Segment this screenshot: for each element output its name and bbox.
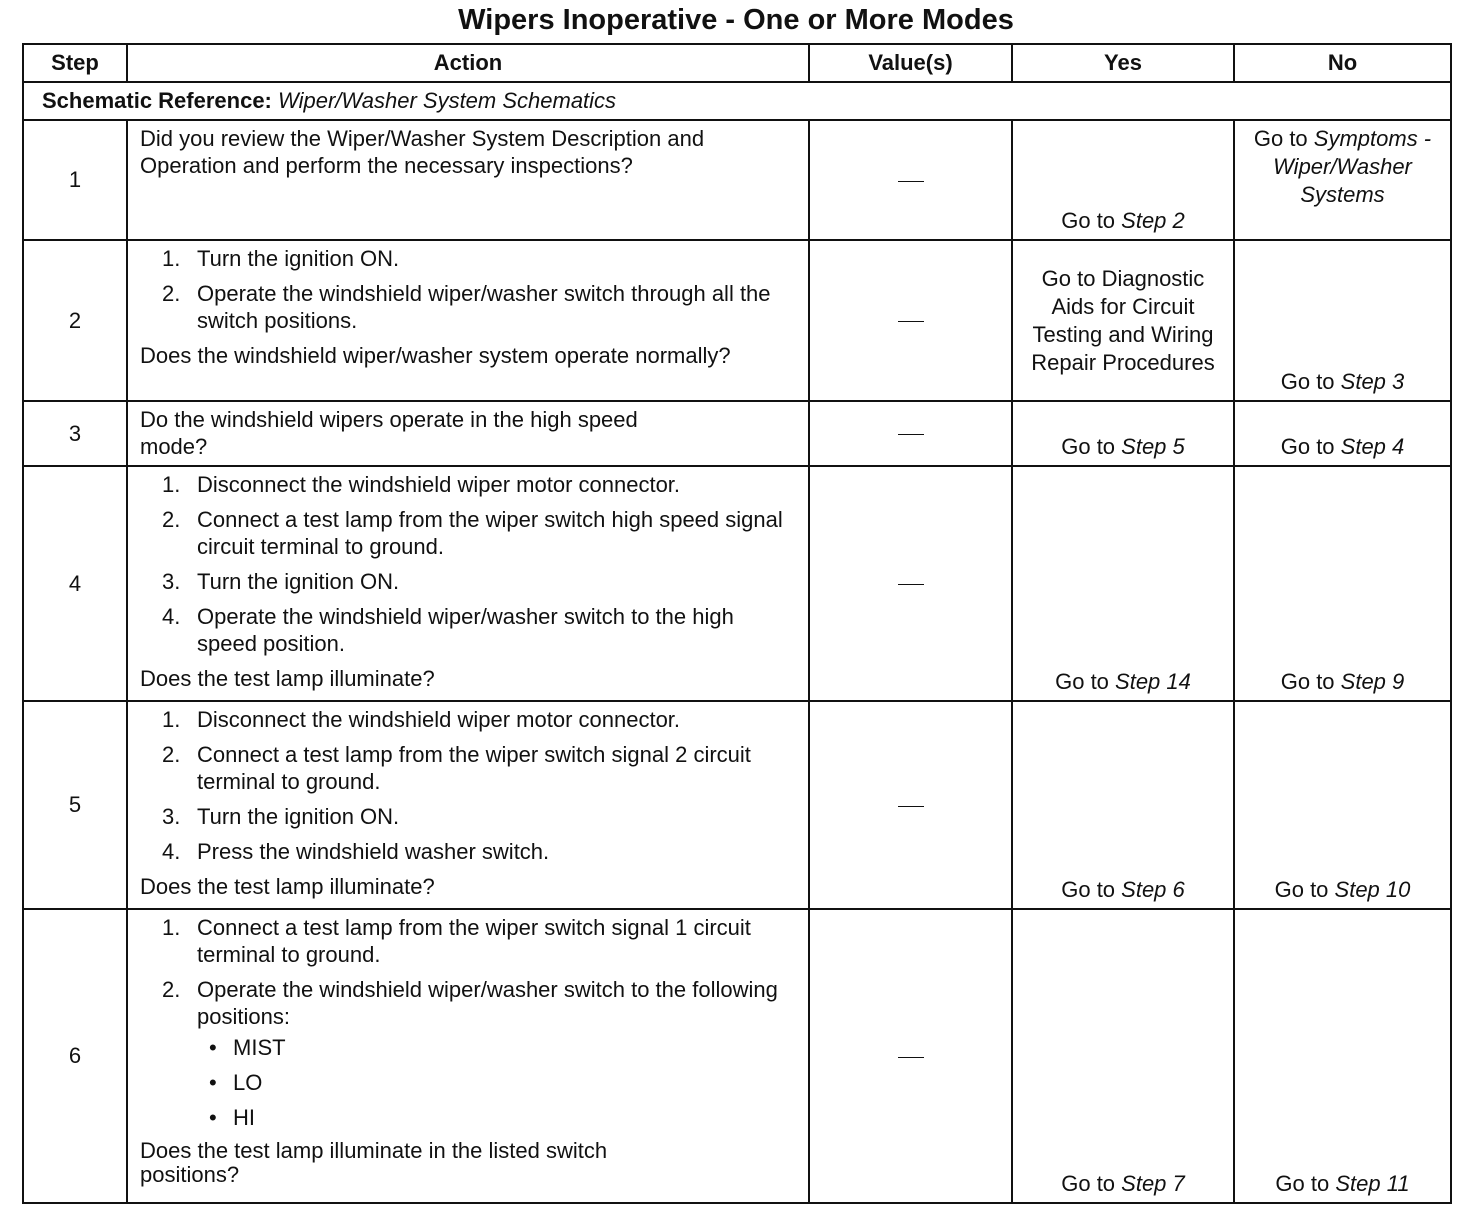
- diagnostic-table: [22, 43, 1452, 1204]
- no-ref: Step 4: [1340, 434, 1405, 459]
- value-cell: [809, 120, 1012, 240]
- action-cell: [127, 701, 809, 909]
- yes-cell: [1012, 120, 1234, 240]
- value-cell: [809, 909, 1012, 1203]
- step-row-6: [23, 909, 1451, 1203]
- value-dash: [898, 1057, 924, 1058]
- value-cell: [809, 466, 1012, 701]
- action-cell: [127, 120, 809, 240]
- no-prefix: Go to: [1275, 1171, 1336, 1196]
- value-dash: [898, 434, 924, 435]
- no-ref: Step 10: [1334, 877, 1411, 902]
- no-ref: Symptoms - Wiper/Washer Systems: [1273, 126, 1432, 207]
- value-dash: [898, 584, 924, 585]
- action-step: 3. Turn the ignition ON.: [162, 804, 400, 829]
- no-cell: [1234, 466, 1451, 701]
- no-cell: [1234, 909, 1451, 1203]
- value-dash: [898, 321, 924, 322]
- action-question: Did you review the Wiper/Washer System Description and Operation and perform the necessary inspections?: [140, 126, 705, 178]
- value-dash: [898, 806, 924, 807]
- yes-ref: Step 5: [1121, 434, 1185, 459]
- action-step: 1. Disconnect the windshield wiper motor connector.: [162, 707, 681, 732]
- no-cell: [1234, 701, 1451, 909]
- schematic-reference-row: [23, 82, 1451, 120]
- step-number: 3: [23, 401, 127, 466]
- action-steps: [140, 706, 794, 865]
- no-prefix: Go to: [1280, 434, 1341, 459]
- header-values: Value(s): [809, 44, 1012, 82]
- page-title: Wipers Inoperative - One or More Modes: [458, 4, 1014, 36]
- action-question: Does the test lamp illuminate in the listed switch positions?: [140, 1138, 608, 1187]
- action-step: 3. Turn the ignition ON.: [162, 569, 400, 594]
- switch-position: • LO: [197, 1069, 794, 1096]
- step-row-4: [23, 466, 1451, 701]
- yes-cell: [1012, 466, 1234, 701]
- yes-prefix: Go to: [1061, 208, 1122, 233]
- schematic-reference-label: Schematic Reference:: [42, 88, 272, 113]
- action-step: 2. Operate the windshield wiper/washer switch through all the switch positions.: [162, 281, 771, 333]
- step-number: 5: [23, 701, 127, 909]
- no-ref: Step 9: [1340, 669, 1405, 694]
- action-question: Does the test lamp illuminate?: [140, 874, 435, 899]
- action-step: 2. Connect a test lamp from the wiper switch high speed signal circuit terminal to ground.: [162, 507, 783, 559]
- action-step: 1. Turn the ignition ON.: [162, 246, 400, 271]
- yes-cell: [1012, 909, 1234, 1203]
- schematic-reference-link: Wiper/Washer System Schematics: [278, 88, 617, 113]
- value-cell: [809, 240, 1012, 401]
- header-step: Step: [23, 44, 127, 82]
- header-yes: Yes: [1012, 44, 1234, 82]
- no-cell: [1234, 120, 1451, 240]
- no-prefix: Go to: [1253, 126, 1314, 151]
- step-row-1: [23, 120, 1451, 240]
- action-step: 4. Press the windshield washer switch.: [162, 839, 550, 864]
- yes-prefix: Go to: [1061, 1171, 1122, 1196]
- action-cell: [127, 909, 809, 1203]
- header-row: [23, 44, 1451, 82]
- action-cell: [127, 401, 809, 466]
- schematic-reference: [23, 82, 1451, 120]
- action-question: Does the test lamp illuminate?: [140, 666, 435, 691]
- yes-ref: Step 6: [1121, 877, 1185, 902]
- switch-position-list: [197, 1034, 794, 1131]
- value-cell: [809, 401, 1012, 466]
- switch-position: • MIST: [197, 1034, 794, 1061]
- action-step: 1. Connect a test lamp from the wiper switch signal 1 circuit terminal to ground.: [162, 915, 751, 967]
- yes-ref: Step 2: [1121, 208, 1185, 233]
- no-prefix: Go to: [1274, 877, 1335, 902]
- action-step: 2. Operate the windshield wiper/washer switch to the following positions: • MIST • LO • HI: [140, 976, 794, 1131]
- action-steps: [140, 245, 794, 334]
- no-prefix: Go to: [1280, 369, 1341, 394]
- no-ref: Step 11: [1335, 1171, 1410, 1196]
- switch-position: • HI: [197, 1104, 794, 1131]
- action-steps: [140, 471, 794, 657]
- action-step: 2. Connect a test lamp from the wiper switch signal 2 circuit terminal to ground.: [162, 742, 751, 794]
- yes-cell: [1012, 401, 1234, 466]
- action-question: Do the windshield wipers operate in the high speed mode?: [140, 407, 638, 459]
- no-cell: [1234, 401, 1451, 466]
- action-question: Does the windshield wiper/washer system operate normally?: [140, 343, 731, 368]
- action-steps: [140, 914, 794, 1131]
- yes-ref: Step 14: [1115, 669, 1191, 694]
- action-cell: [127, 240, 809, 401]
- value-cell: [809, 701, 1012, 909]
- step-number: 4: [23, 466, 127, 701]
- yes-prefix: Go to: [1055, 669, 1116, 694]
- action-cell: [127, 466, 809, 701]
- header-action: Action: [127, 44, 809, 82]
- step-row-2: [23, 240, 1451, 401]
- yes-cell: Go to Diagnostic Aids for Circuit Testing and Wiring Repair Procedures: [1012, 240, 1234, 401]
- yes-prefix: Go to: [1061, 434, 1122, 459]
- step-row-3: [23, 401, 1451, 466]
- no-ref: Step 3: [1340, 369, 1405, 394]
- value-dash: [898, 181, 924, 182]
- step-number: 1: [23, 120, 127, 240]
- header-no: No: [1234, 44, 1451, 82]
- no-prefix: Go to: [1280, 669, 1341, 694]
- no-cell: [1234, 240, 1451, 401]
- step-row-5: [23, 701, 1451, 909]
- step-number: 6: [23, 909, 127, 1203]
- yes-ref: Step 7: [1121, 1171, 1185, 1196]
- step-number: 2: [23, 240, 127, 401]
- action-step: 4. Operate the windshield wiper/washer switch to the high speed position.: [162, 604, 734, 656]
- yes-prefix: Go to: [1061, 877, 1122, 902]
- yes-cell: [1012, 701, 1234, 909]
- action-step: 1. Disconnect the windshield wiper motor connector.: [162, 472, 681, 497]
